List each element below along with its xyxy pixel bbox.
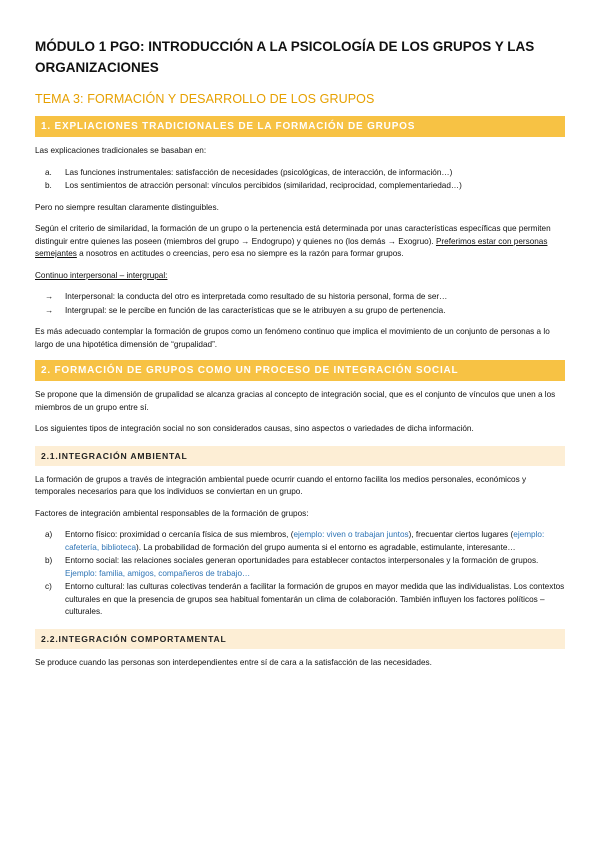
list-marker: b. bbox=[45, 181, 52, 190]
similarity-text-3: Exogruo). bbox=[395, 236, 436, 246]
list-item bbox=[35, 581, 565, 619]
similarity-paragraph bbox=[35, 223, 565, 261]
list-marker: a) bbox=[45, 530, 53, 539]
similarity-text-4: a nosotros en actitudes o creencias, pero esa no siempre es la razón para formar grupos. bbox=[76, 249, 404, 258]
example-text: Ejemplo: familia, amigos, compañeros de trabajo… bbox=[65, 568, 251, 578]
list-item-text bbox=[65, 555, 565, 580]
list-item bbox=[35, 180, 565, 193]
continuum-label: Continuo interpersonal – intergrupal: bbox=[35, 270, 168, 280]
section-2-2-paragraph-1: Se produce cuando las personas son interdependientes entre sí de cara a la satisfacción de las necesidades. bbox=[35, 657, 432, 667]
list-item bbox=[35, 167, 565, 180]
list-item bbox=[35, 305, 565, 318]
factors-list bbox=[35, 529, 565, 619]
arrow-icon: → bbox=[45, 305, 54, 315]
factor-text: Entorno social: las relaciones sociales generan oportunidades para establecer contactos interpersonales y la formación de grupos. bbox=[65, 556, 539, 565]
list-item-text bbox=[65, 529, 565, 554]
arrow-icon: → bbox=[387, 236, 396, 246]
list-marker: b) bbox=[45, 556, 53, 565]
section-2-1-paragraph-2: Factores de integración ambiental responsables de la formación de grupos: bbox=[35, 508, 309, 518]
example-text: ejemplo: viven o trabajan juntos bbox=[293, 530, 409, 539]
list-item-text: Interpersonal: la conducta del otro es interpretada como resultado de su historia personal, forma de ser… bbox=[65, 292, 448, 301]
list-item bbox=[35, 291, 565, 304]
list-item-text: Intergrupal: se le percibe en función de las características que se le atribuyen a su grupo de pertenencia. bbox=[65, 305, 446, 315]
list-item-text: Entorno cultural: las culturas colectivas tenderán a facilitar la formación de grupos en mayor medida que las individualistas. Los contextos culturales en que la presencia de grupos sea habitual fomentarán un clima de colaboración. También influyen los factores políticos – culturales. bbox=[65, 582, 565, 616]
section-2-paragraph-2: Los siguientes tipos de integración social no son considerados causas, sino aspectos o variedades de dicha información. bbox=[35, 424, 474, 433]
module-title: MÓDULO 1 PGO: INTRODUCCIÓN A LA PSICOLOGÍA DE LOS GRUPOS Y LAS ORGANIZACIONES bbox=[35, 39, 535, 75]
similarity-emphasis: Preferimos estar con personas semejantes bbox=[35, 236, 548, 258]
document-page bbox=[35, 36, 565, 678]
section-1-intro: Las explicaciones tradicionales se basaban en: bbox=[35, 146, 207, 155]
factor-text: Entorno físico: proximidad o cercanía física de sus miembros, ( bbox=[65, 530, 294, 539]
section-2-2-heading: 2.2.INTEGRACIÓN COMPORTAMENTAL bbox=[35, 629, 565, 649]
section-2-1-paragraph-1: La formación de grupos a través de integración ambiental puede ocurrir cuando el entorno facilita los medios personales, económicos y temporales necesarios para que los individuos se conviertan en un grupo. bbox=[35, 474, 527, 496]
list-marker: a. bbox=[45, 167, 52, 177]
arrow-icon: → bbox=[241, 236, 250, 246]
explanations-list bbox=[35, 167, 565, 193]
continuum-list bbox=[35, 291, 565, 317]
continuum-paragraph: Es más adecuado contemplar la formación de grupos como un fenómeno continuo que implica el movimiento de un conjunto de personas a lo largo de una hipotética dimensión de “grupalidad”. bbox=[35, 327, 550, 349]
list-item-text: Las funciones instrumentales: satisfacción de necesidades (psicológicas, de interacción, de información…) bbox=[65, 167, 453, 177]
list-item bbox=[35, 555, 565, 580]
section-1-heading: 1. EXPLIACIONES TRADICIONALES DE LA FORMACIÓN DE GRUPOS bbox=[35, 116, 565, 137]
similarity-text-1: Según el criterio de similaridad, la formación de un grupo o la pertenencia está determinada por unas características específicas que permiten distinguir entre quienes las poseen (miembros del grupo bbox=[35, 224, 551, 246]
factor-text: ). La probabilidad de formación del grupo aumenta si el entorno es agradable, estimulante, interesante… bbox=[136, 542, 516, 552]
section-2-paragraph-1: Se propone que la dimensión de grupalidad se alcanza gracias al concepto de integración social, que es el conjunto de vínculos que unen a los miembros de un grupo entre sí. bbox=[35, 390, 556, 412]
list-marker: c) bbox=[45, 582, 52, 591]
list-item-text: Los sentimientos de atracción personal: vínculos percibidos (similaridad, reciprocidad, complementariedad…) bbox=[65, 181, 462, 190]
example-text: ejemplo: cafetería, biblioteca bbox=[65, 530, 545, 552]
list-item bbox=[35, 529, 565, 554]
theme-title: TEMA 3: FORMACIÓN Y DESARROLLO DE LOS GRUPOS bbox=[35, 92, 375, 106]
section-2-heading: 2. FORMACIÓN DE GRUPOS COMO UN PROCESO DE INTEGRACIÓN SOCIAL bbox=[35, 360, 565, 381]
section-2-1-heading: 2.1.INTEGRACIÓN AMBIENTAL bbox=[35, 446, 565, 466]
similarity-text-2: Endogrupo) y quienes no (los demás bbox=[249, 236, 388, 246]
not-always-paragraph: Pero no siempre resultan claramente distinguibles. bbox=[35, 202, 219, 212]
arrow-icon: → bbox=[45, 292, 54, 301]
factor-text: ), frecuentar ciertos lugares ( bbox=[408, 530, 514, 539]
